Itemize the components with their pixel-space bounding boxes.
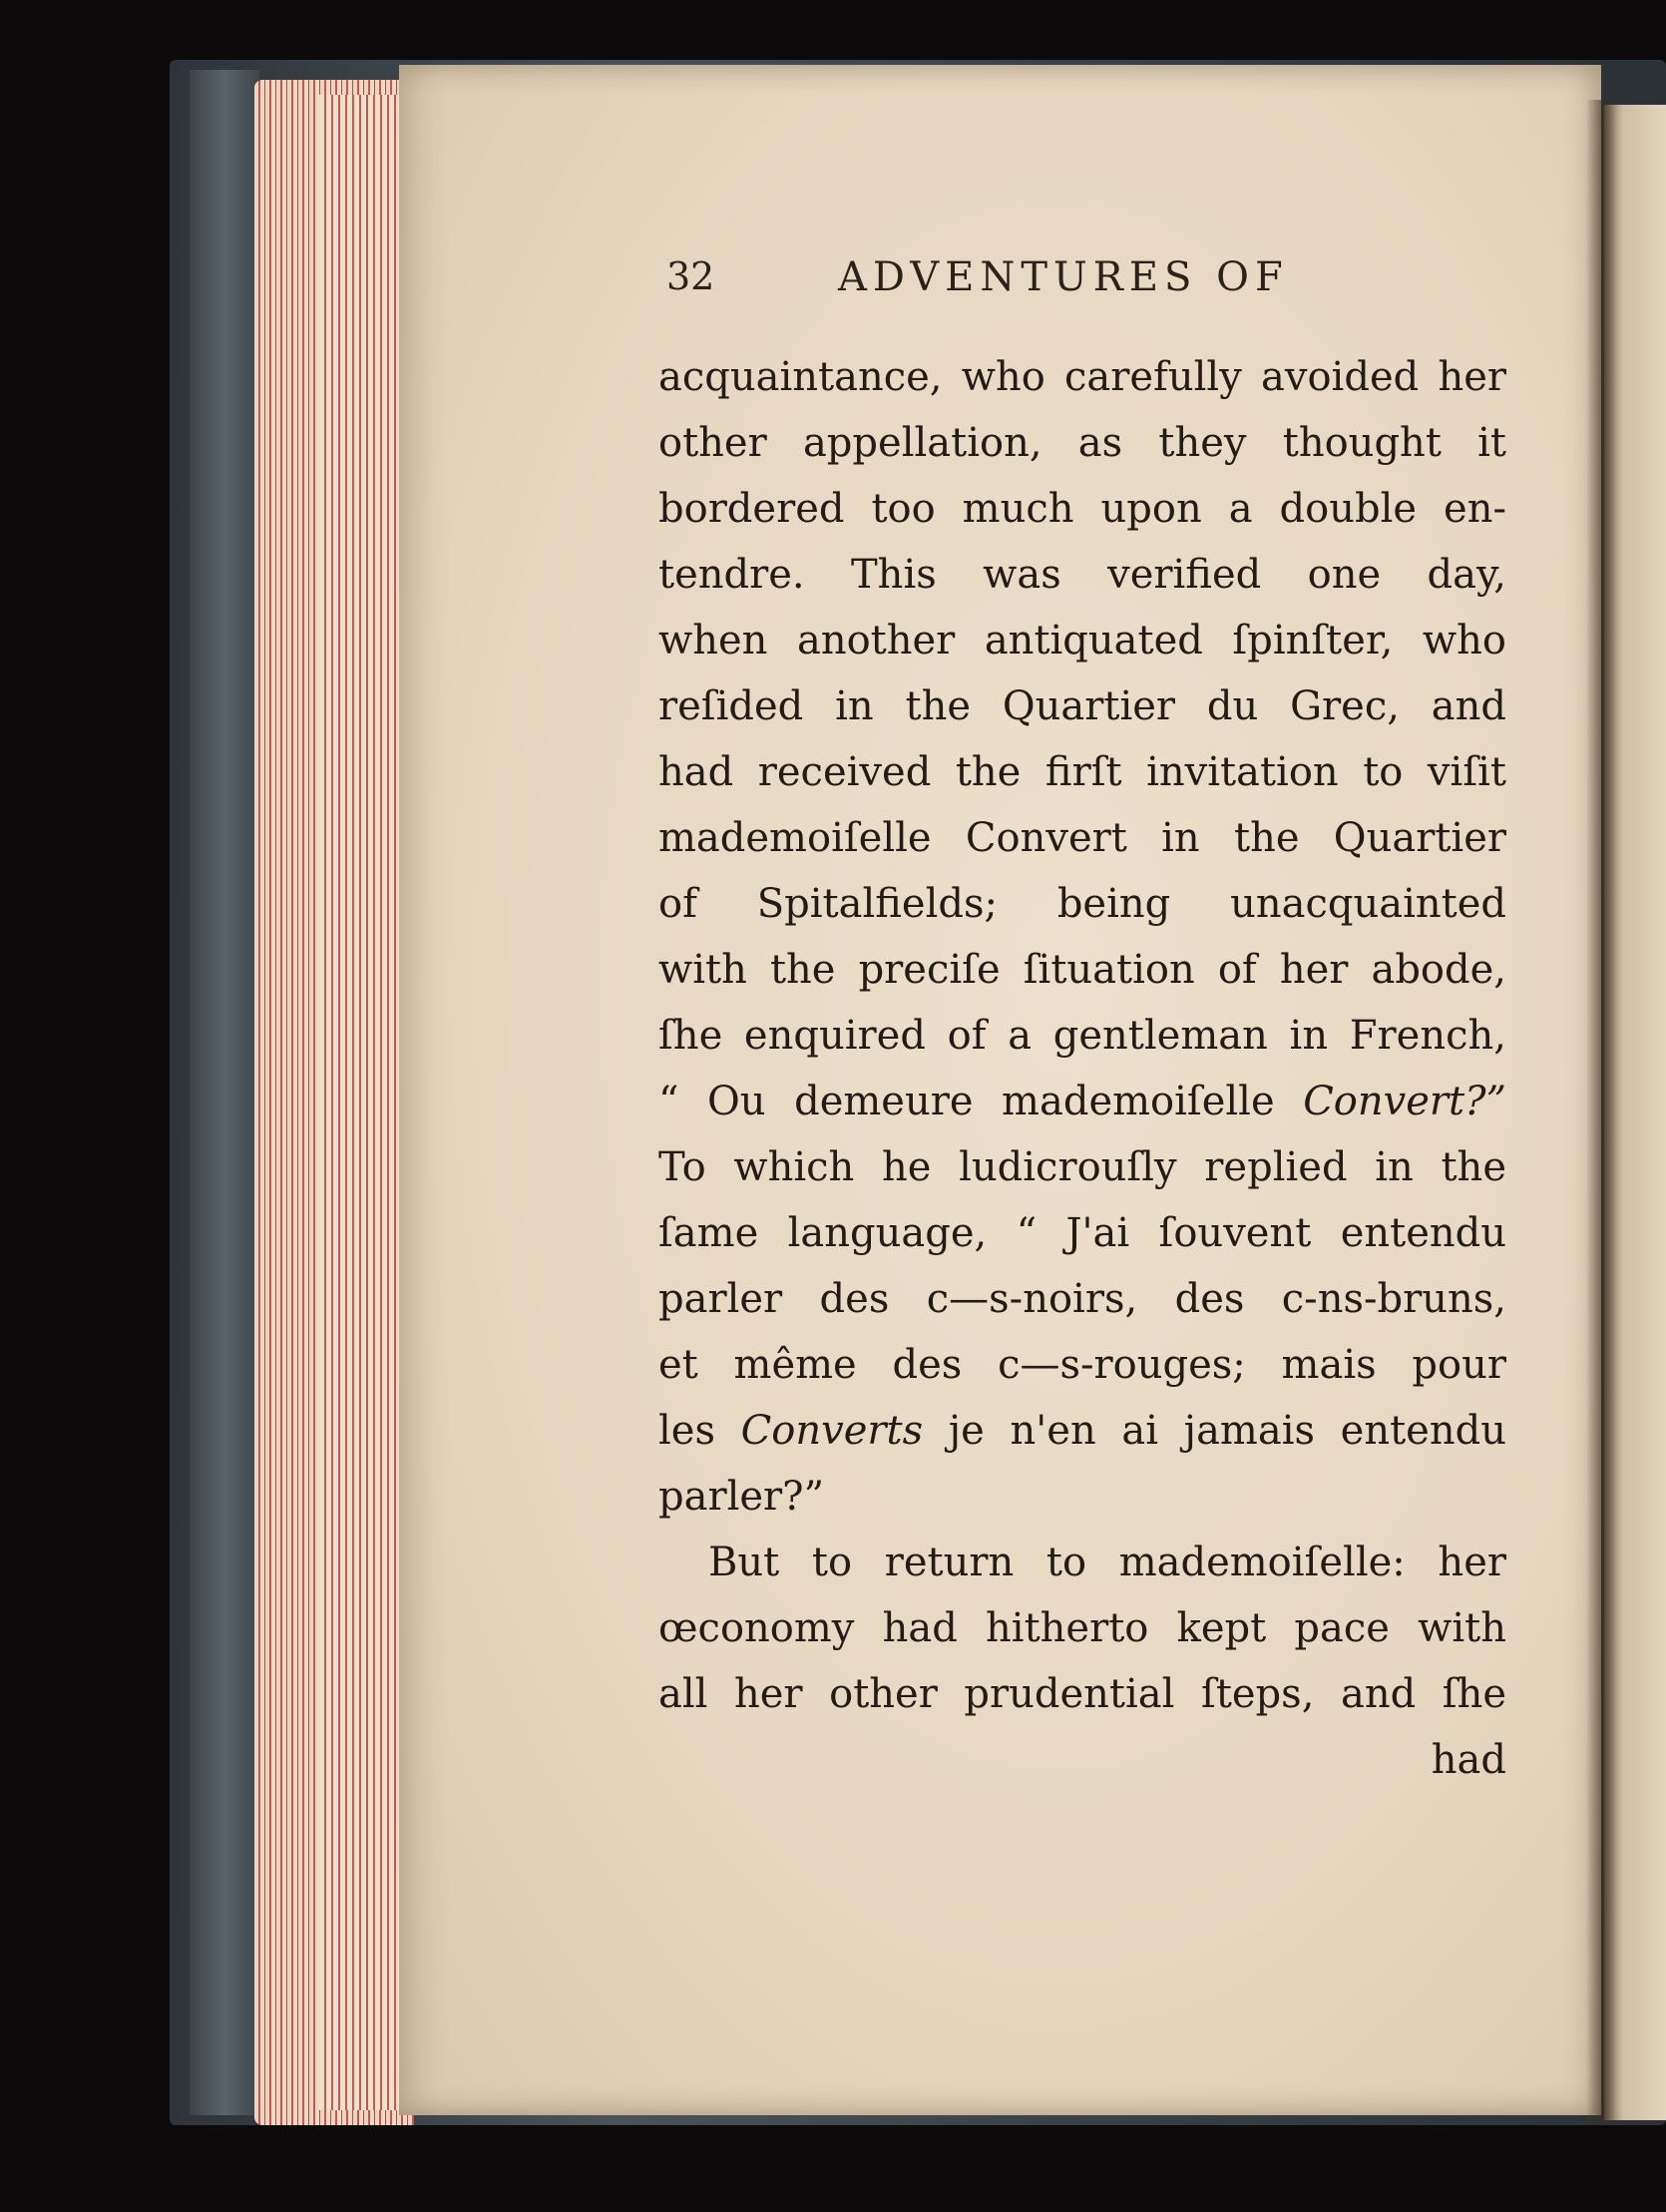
text-line: bordered too much upon a double en- [658,486,1506,532]
header-title: ADVENTURES OF [838,254,1289,300]
text-line: ſame language, “ J'ai ſouvent entendu [658,1210,1506,1256]
text-line: with the preciſe ſituation of her abode, [658,947,1506,993]
book-spine-edge [190,70,259,2115]
catchword: had [1431,1737,1506,1783]
text-line: mademoiſelle Convert in the Quartier [658,815,1506,861]
text-line [658,1069,1506,1134]
text-line: reſided in the Quartier du Grec, and [658,683,1506,729]
text-line: parler des c—s-noirs, des c-ns-bruns, [658,1276,1506,1322]
text-line: parler?” [658,1474,825,1520]
running-head [666,254,1425,314]
text-line: had received the firſt invitation to viſit [658,749,1506,795]
text-line: of Spitalfields; being unacquainted [658,881,1506,927]
text-segment: les [658,1408,741,1454]
text-line: acquaintance, who carefully avoided her [658,354,1506,400]
text-segment: “ Ou demeure mademoiſelle [658,1079,1304,1124]
page-number: 32 [666,254,715,298]
text-line: et même des c—s-rouges; mais pour [658,1342,1506,1388]
italic-convert: Convert?” [1303,1079,1506,1124]
text-line: But to return to mademoiſelle: her [708,1540,1506,1585]
body-text [658,344,1506,1793]
text-line: ſhe enquired of a gentleman in French, [658,1013,1506,1059]
text-segment: je n'en ai jamais entendu [923,1408,1506,1454]
italic-converts: Converts [740,1408,924,1454]
text-line: œconomy had hitherto kept pace with [658,1605,1506,1651]
text-line [658,1398,1506,1464]
text-line: To which he ludicrouſly replied in the [658,1144,1506,1190]
text-line: when another antiquated ſpinſter, who [658,618,1506,664]
page-gutter [1586,100,1616,2125]
text-line: tendre. This was verified one day, [658,552,1506,598]
text-line: all her other prudential ſteps, and ſhe [658,1671,1506,1717]
text-line: other appellation, as they thought it [658,420,1506,466]
